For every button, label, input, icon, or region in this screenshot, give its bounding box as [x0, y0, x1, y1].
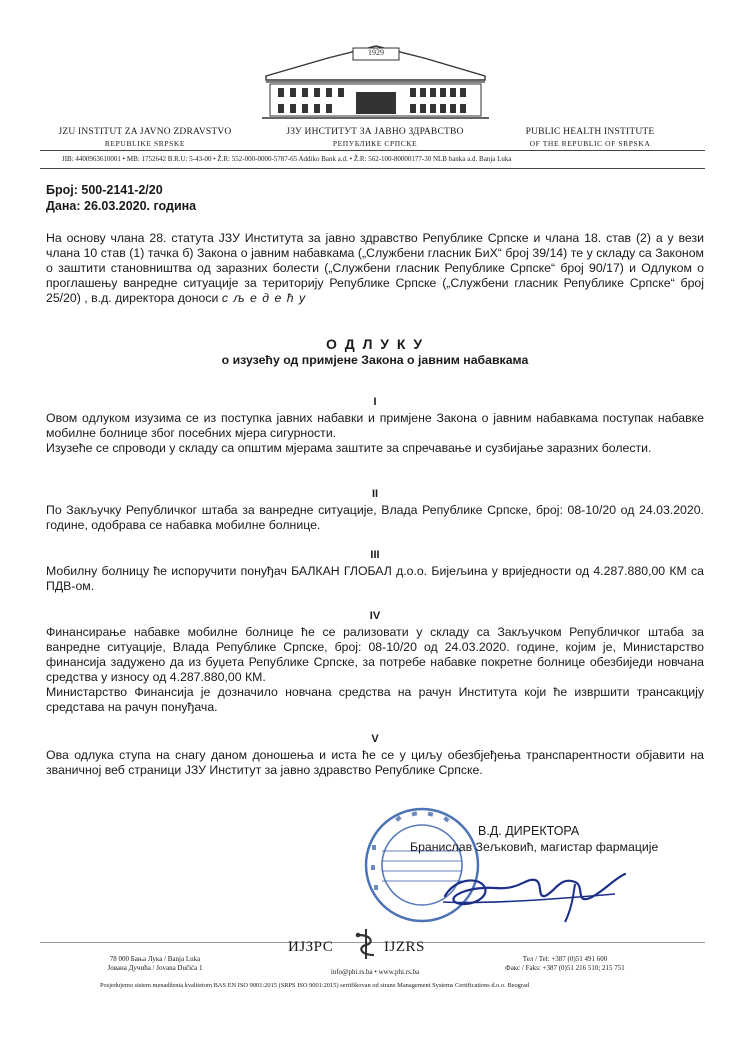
section-paragraph: Ова одлука ступа на снагу даном доношења и иста ће се у циљу обезбјеђења транспарентности објавити на званичној веб страници ЈЗУ Институт за јавно здравство Републике Српске.: [46, 748, 704, 777]
phone-number: Тел / Tel: +387 (0)51 491 600: [522, 955, 608, 963]
section-paragraph: Изузеће се спроводи у складу са општим мјерама заштите за спречавање и сузбијање заразних болести.: [46, 441, 652, 455]
logo-text-cyrillic: ИЈЗРС: [288, 939, 334, 955]
footer-logo: [288, 927, 468, 963]
section-paragraph: Финансирање набавке мобилне болнице ће се рализовати у складу са Закључком Републичког штаба за ванредне ситуације, Влада Републике Српске, број: 08-10/20 од 24.03.2020. године, којим је, Министарство финансија задужено да из буџета Републике Српске, за потребе набавке покретне болнице обезбиједи новчана средства у износу од 4.287.880,00 КМ.: [46, 625, 704, 684]
intro-tail: с љ е д е ћ у: [221, 291, 307, 305]
section-number: V: [371, 733, 379, 745]
header-divider-bottom: [40, 168, 705, 169]
certification-note: Posjedujemo sistem menadženta kvalitetom BAS EN ISO 9001:2015 (SRPS ISO 9001:2015) sertifikovan od strane Management Systems Certifications d.o.o. Beograd: [100, 982, 530, 989]
address-line: Јована Дучића / Jovana Dučića 1: [107, 964, 203, 972]
institute-name-english: [490, 127, 690, 149]
founding-year: 1929: [368, 48, 384, 57]
serpent-logo-icon: [352, 927, 380, 961]
institute-name-line: ЈЗУ ИНСТИТУТ ЗА ЈАВНО ЗДРАВСТВО: [286, 127, 464, 137]
institute-name-sub: OF THE REPUBLIC OF SRPSKA: [529, 139, 651, 148]
section-number: III: [370, 549, 380, 561]
logo-text-latin: IJZRS: [384, 939, 425, 955]
institute-name-sub: REPUBLIKE SRPSKE: [104, 139, 186, 148]
institute-name-latin: [40, 127, 250, 149]
header-divider-top: [40, 150, 705, 151]
decision-subtitle: о изузећу од примјене Закона о јавним набавкама: [221, 353, 529, 367]
handwritten-signature: [425, 858, 635, 928]
address-line: 78 000 Бања Лука / Banja Luka: [109, 955, 201, 963]
institute-name-line: JZU INSTITUT ZA JAVNO ZDRAVSTVO: [58, 127, 232, 137]
footer-contact: [490, 955, 640, 973]
decision-title: О Д Л У К У: [325, 336, 425, 352]
document-date: Дана: 26.03.2020. година: [46, 199, 197, 213]
registry-line: JIB: 4400963610001 • MB: 1752642 B.R.U: 5-43-00 • Ž.R: 552-000-0000-5787-65 Addiko Bank a.d. • Ž.R: 562-100-80000177-30 NLB banka a.d. Banja Luka: [62, 155, 512, 163]
section-number: II: [371, 488, 379, 500]
section-paragraph: Овом одлуком изузима се из поступка јавних набавки и примјене Закона о јавним набавкама поступак набавке мобилне болнице због посебних мјера сигурности.: [46, 411, 704, 440]
institute-name-cyrillic: [265, 127, 485, 149]
institute-name-sub: РЕПУБЛИКЕ СРПСКЕ: [332, 139, 418, 148]
signature-name: Бранислав Зељковић, магистар фармације: [410, 840, 659, 854]
fax-number: Факс / Faks: +387 (0)51 216 510; 215 751: [505, 964, 625, 972]
section-paragraph: Министарство Финансија је дозначило новчана средства на рачун Института који ће извршити трансакцију средстава на рачун понуђача.: [46, 685, 704, 714]
section-paragraph: Мобилну болницу ће испоручити понуђач БАЛКАН ГЛОБАЛ д.о.о. Бијељина у вриједности од 4.287.880,00 КМ са ПДВ-ом.: [46, 564, 704, 593]
signature-scribble-icon: [425, 858, 635, 928]
document-number: Број: 500-2141-2/20: [46, 183, 163, 197]
section-number: I: [373, 396, 377, 408]
intro-text: На основу члана 28. статута ЈЗУ Института за јавно здравство Републике Српске и члана 18. став (2) а у вези члана 10 став (1) тачка б) Закона о јавним набавкама („Службени гласник БиХ“ број 39/14) те у складу са Законом о заштити становништва од заразних болести („Службени гласник Републике Српске“ број 90/17) и Одлуком о проглашењу ванредне ситуације за територију Републике Српске („Службени гласник Републике Српске“ број 25/20) , в.д. директора доноси: [46, 231, 704, 305]
institute-name-line: PUBLIC HEALTH INSTITUTE: [525, 127, 655, 137]
footer-web: info@phi.rs.ba • www.phi.rs.ba: [330, 968, 420, 976]
section-paragraph: По Закључку Републичког штаба за ванредне ситуације, Влада Републике Српске, број: 08-10/20 од 24.03.2020. године, одобрава се набавка мобилне болнице.: [46, 503, 704, 532]
signature-role: В.Д. ДИРЕКТОРА: [478, 824, 580, 838]
section-number: IV: [369, 610, 381, 622]
footer-address: [80, 955, 230, 973]
intro-paragraph: [46, 231, 704, 306]
